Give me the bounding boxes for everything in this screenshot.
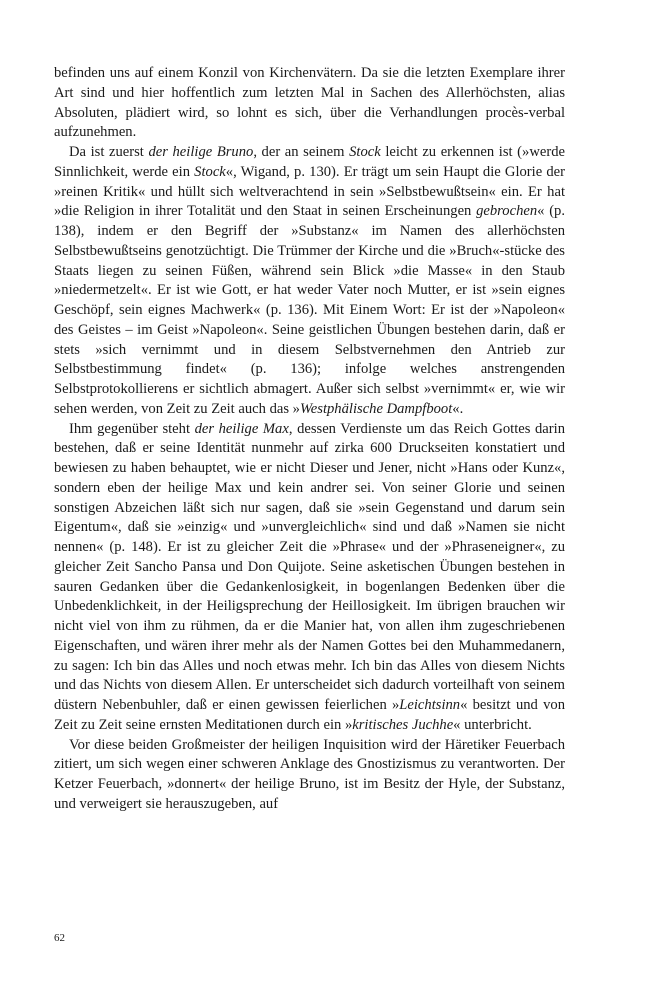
italic-run: der heilige Bruno [148, 144, 254, 160]
page-number: 62 [54, 932, 65, 944]
text-run: «, Wigand, p. 130). Er trägt um sein Haupt die Glorie der »reinen Kritik« und hüllt sich weltverachtend in sein »Selbstbewußtsein« ein. Er hat »die Religion in ihrer Totalität und den Staat in seinen Erscheinungen [54, 163, 565, 220]
paragraph-1 [54, 64, 565, 143]
text-run: , der an seinem [253, 144, 350, 160]
italic-run: Leichtsinn [399, 697, 461, 713]
text-run: leicht zu erkennen ist (»werde Sinnlichkeit, werde ein [54, 144, 565, 180]
page-body [54, 64, 565, 815]
text-run: Ihm gegenüber steht [69, 420, 195, 437]
italic-run: Stock [349, 144, 381, 160]
italic-run: gebrochen [476, 203, 538, 220]
paragraph-3 [54, 420, 565, 736]
italic-run: der heilige Max [194, 420, 289, 437]
text-run: «. [452, 400, 464, 417]
paragraph-2 [54, 143, 565, 420]
text-run: « unterbricht. [453, 716, 532, 733]
paragraph-4 [54, 736, 565, 815]
text-run: Vor diese beiden Großmeister der heiligen Inquisition wird der Häretiker Feuerbach zitiert, um sich wegen einer schweren Anklage des Gnostizismus zu verantworten. Der Ketzer Feuerbach, »donnert« der heilige Bruno, ist im Besitz der Hyle, der Substanz, und verweigert sie herauszugeben, auf [54, 736, 565, 812]
italic-run: Stock [194, 163, 226, 180]
text-run: Da ist zuerst [69, 144, 149, 160]
italic-run: kritisches Juchhe [352, 716, 454, 733]
text-run: befinden uns auf einem Konzil von Kirchenvätern. Da sie die letzten Exemplare ihrer Art sind und hier hoffentlich zum letzten Mal in Sachen des Allerhöchsten, alias Absoluten, plädiert wird, so lohnt es sich, über die Verhandlungen procès-verbal aufzunehmen. [54, 65, 565, 141]
text-run: « besitzt und von Zeit zu Zeit seine ernsten Meditationen durch ein » [54, 697, 565, 733]
text-run: « (p. 138), indem er den Begriff der »Substanz« im Namen des allerhöchsten Selbstbewußtseins genotzüchtigt. Die Trümmer der Kirche und die »Bruch«-stücke des Staats liegen zu seinen Füßen, während sein Blick »die Masse« in den Staub »niedermetzelt«. Er ist wie Gott, er hat weder Vater noch Mutter, er ist »sein eignes Geschöpf, sein eignes Machwerk« (p. 136). Mit Einem Wort: Er ist der »Napoleon« des Geistes – im Geist »Napoleon«. Seine geistlichen Übungen bestehen darin, daß er stets »sich vernimmt und in diesem Selbstvernehmen den Antrieb zur Selbstbestimmung findet« (p. 136); infolge welches anstrengenden Selbstprotokollierens er sichtlich abmagert. Außer sich selbst »vernimmt« er, wie wir sehen werden, von Zeit zu Zeit auch das » [54, 203, 565, 417]
italic-run: Westphälische Dampfboot [299, 400, 453, 417]
text-run: , dessen Verdienste um das Reich Gottes darin bestehen, daß er seine Identität nunmehr auf zirka 600 Druckseiten konstatiert und bewiesen zu haben behauptet, wie er nicht Dieser und Jener, nicht »Hans oder Kunz«, sondern eben der heilige Max und kein andrer sei. Von seiner Glorie und seinen sonstigen Abzeichen läßt sich nur sagen, daß sie »sein Gegenstand und darum sein Eigentum«, daß sie »einzig« und »unvergleichlich« sind und daß »Namen sie nicht nennen« (p. 148). Er ist zu gleicher Zeit die »Phrase« und der »Phraseneigner«, zu gleicher Zeit Sancho Pansa und Don Quijote. Seine asketischen Übungen bestehen in sauren Gedanken über die Gedankenlosigkeit, in bogenlangen Bedenken über die Unbedenklichkeit, in der Heiligsprechung der Heillosigkeit. Im übrigen brauchen wir nicht viel von ihm zu rühmen, da er die Manier hat, von allen ihm zugeschriebenen Eigenschaften, und wären ihrer mehr als der Namen Gottes bei den Muhammedanern, zu sagen: Ich bin das Alles und noch etwas mehr. Ich bin das Alles von diesem Nichts und das Nichts von diesem Allen. Er unterscheidet sich dadurch vorteilhaft von seinem düstern Nebenbuhler, daß er einen gewissen feierlichen » [54, 420, 565, 713]
